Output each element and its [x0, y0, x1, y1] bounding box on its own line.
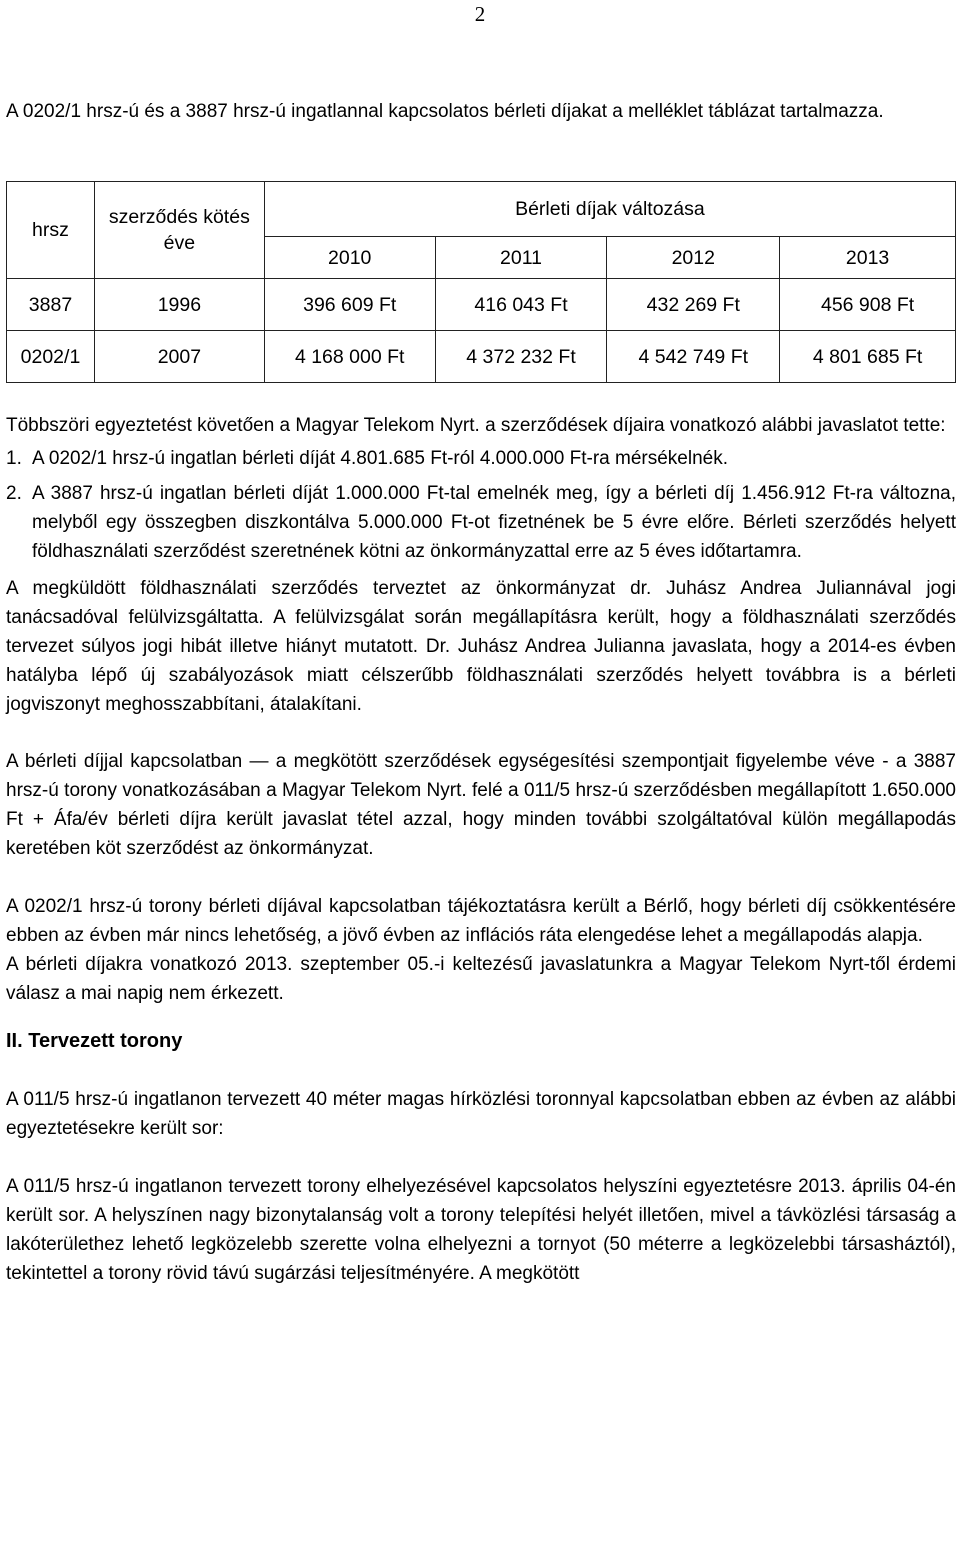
section-number: II.: [6, 1030, 23, 1052]
table-cell-value: 4 542 749 Ft: [607, 331, 780, 383]
page-number: 2: [474, 2, 486, 26]
table-cell-value: 416 043 Ft: [435, 279, 607, 331]
section-title: Tervezett torony: [22, 1030, 183, 1052]
intro-paragraph: A 0202/1 hrsz-ú és a 3887 hrsz-ú ingatlannal kapcsolatos bérleti díjakat a melléklet táblázat tartalmazza.: [6, 101, 884, 122]
negotiation-intro: Többszöri egyeztetést követően a Magyar Telekom Nyrt. a szerződések díjaira vonatkozó alábbi javaslatot tette:: [6, 415, 946, 436]
table-header-contract-year: szerződés kötés éve: [94, 182, 264, 279]
proposal-text: A 0202/1 hrsz-ú ingatlan bérleti díját 4.801.685 Ft-ról 4.000.000 Ft-ra mérsékelnék.: [32, 448, 729, 469]
table-cell-value: 456 908 Ft: [780, 279, 956, 331]
table-cell-year: 1996: [94, 279, 264, 331]
table-cell-value: 432 269 Ft: [607, 279, 780, 331]
section-heading: [6, 1027, 956, 1056]
review-paragraph: A megküldött földhasználati szerződés terveztet az önkormányzat dr. Juhász Andrea Juliannával jogi tanácsadóval felülvizsgáltatta. A felülvizsgálat során megállapításra került, hogy a földhasználati szerződés tervezet súlyos jogi hibát illetve hiányt mutatott. Dr. Juhász Andrea Julianna javaslata, hogy a 2014-es évben hatályba lépő új szabályozások miatt célszerűbb földhasználati szerződés helyett továbbra is a bérleti jogviszonyt meghosszabbítani, átalakítani.: [6, 578, 956, 715]
table-header-rent-change: Bérleti díjak változása: [264, 182, 955, 237]
proposal-item: [6, 479, 956, 566]
tower-paragraph: A 011/5 hrsz-ú ingatlanon tervezett 40 méter magas hírközlési toronnyal kapcsolatban ebben az évben az alábbi egyeztetésekre került sor:: [6, 1089, 956, 1139]
proposal-number: 1.: [6, 448, 22, 469]
table-row: [7, 279, 956, 331]
table-header-year: 2010: [264, 237, 435, 279]
table-header-year: 2011: [435, 237, 607, 279]
table-cell-value: 4 168 000 Ft: [264, 331, 435, 383]
table-row: [7, 331, 956, 383]
table-header-year: 2012: [607, 237, 780, 279]
table-cell-hrsz: 3887: [7, 279, 95, 331]
table-header-hrsz: hrsz: [7, 182, 95, 279]
table-cell-value: 4 372 232 Ft: [435, 331, 607, 383]
table-header-row: [7, 182, 956, 237]
proposal-item: [6, 444, 956, 473]
proposal-list: [6, 444, 956, 566]
table-header-year: 2013: [780, 237, 956, 279]
lessee-paragraph: A 0202/1 hrsz-ú torony bérleti díjával kapcsolatban tájékoztatásra került a Bérlő, hogy bérleti díj csökkentésére ebben az évben már nincs lehetőség, a jövő évben az inflációs ráta elengedése lehet a megállapodás alapja.: [6, 896, 956, 946]
table-cell-year: 2007: [94, 331, 264, 383]
rent-fee-table: [6, 181, 956, 383]
table-cell-value: 396 609 Ft: [264, 279, 435, 331]
proposal-text: A 3887 hrsz-ú ingatlan bérleti díját 1.000.000 Ft-tal emelnék meg, így a bérleti díj 1.456.912 Ft-ra változna, melyből egy összegben diszkontálva 5.000.000 Ft-ot fizetnének be 5 évre előre. Bérleti szerződés helyett földhasználati szerződést szeretnének kötni az önkormányzattal erre az 5 éves időtartamra.: [32, 483, 956, 562]
table-cell-value: 4 801 685 Ft: [780, 331, 956, 383]
table-cell-hrsz: 0202/1: [7, 331, 95, 383]
site-paragraph: A 011/5 hrsz-ú ingatlanon tervezett torony elhelyezésével kapcsolatos helyszíni egyeztetésre 2013. április 04-én került sor. A helyszínen nagy bizonytalanság volt a torony telepítési helyét illetően, mivel a távközlési társaság a lakóterülethez lehető legközelebb szerette volna elhelyezni a tornyot (50 méterre a legközelebbi társasháztól), tekintettel a torony rövid távú sugárzási teljesítményére. A megkötött: [6, 1176, 956, 1284]
standardize-paragraph: A bérleti díjjal kapcsolatban — a megkötött szerződések egységesítési szempontjait figyelembe véve - a 3887 hrsz-ú torony vonatkozásában a Magyar Telekom Nyrt. felé a 011/5 hrsz-ú szerződésben megállapított 1.650.000 Ft + Áfa/év bérleti díjra került javaslat tétel azzal, hogy minden további szolgáltatóval külön megállapodás keretében köt szerződést az önkormányzat.: [6, 751, 956, 859]
proposal-number: 2.: [6, 483, 22, 504]
document-body: [6, 97, 956, 1288]
no-reply-paragraph: A bérleti díjakra vonatkozó 2013. szeptember 05.-i keltezésű javaslatunkra a Magyar Telekom Nyrt-től érdemi válasz a mai napig nem érkezett.: [6, 954, 956, 1004]
